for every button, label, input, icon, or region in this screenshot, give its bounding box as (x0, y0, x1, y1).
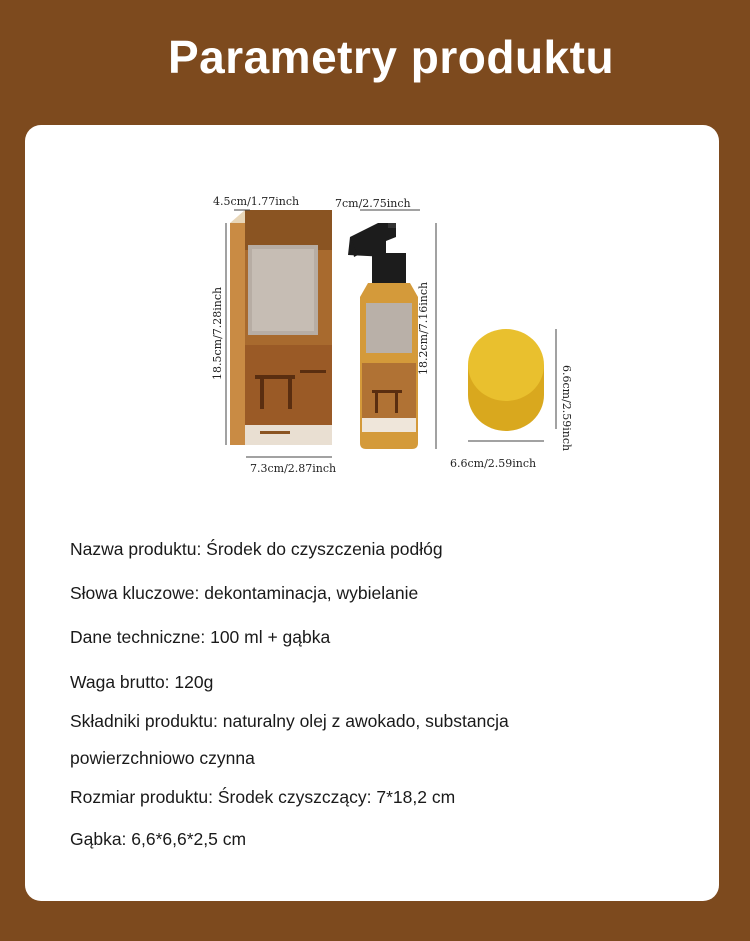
sponge-width-label: 6.6cm/2.59inch (450, 457, 537, 470)
spec-product-size: Rozmiar produktu: Środek czyszczący: 7*18,2 cm (70, 787, 456, 807)
spec-ingredients-cont: powierzchniowo czynna (70, 748, 255, 768)
sponge-image (468, 329, 544, 431)
spec-ingredients: Składniki produktu: naturalny olej z awokado, substancja (70, 711, 509, 731)
spec-gross-weight: Waga brutto: 120g (70, 672, 214, 692)
sponge-height-label: 6.6cm/2.59inch (560, 365, 573, 452)
box-width-label: 7.3cm/2.87inch (250, 462, 337, 475)
page-title: Parametry produktu (167, 31, 615, 83)
bottle-height-label: 18.2cm/7.16inch (417, 281, 430, 375)
spec-sponge-size: Gąbka: 6,6*6,6*2,5 cm (70, 829, 247, 849)
spec-keywords: Słowa kluczowe: dekontaminacja, wybielanie (70, 583, 419, 603)
bottle-width-label: 7cm/2.75inch (335, 197, 411, 210)
product-illustration (200, 185, 570, 485)
spec-technical-data: Dane techniczne: 100 ml + gąbka (70, 627, 331, 647)
box-depth-label: 4.5cm/1.77inch (213, 195, 300, 208)
product-box-image (230, 210, 332, 445)
spec-product-name: Nazwa produktu: Środek do czyszczenia podłóg (70, 539, 443, 559)
spray-bottle-image (348, 223, 418, 449)
product-card (25, 125, 719, 901)
box-height-label: 18.5cm/7.28inch (211, 286, 224, 380)
